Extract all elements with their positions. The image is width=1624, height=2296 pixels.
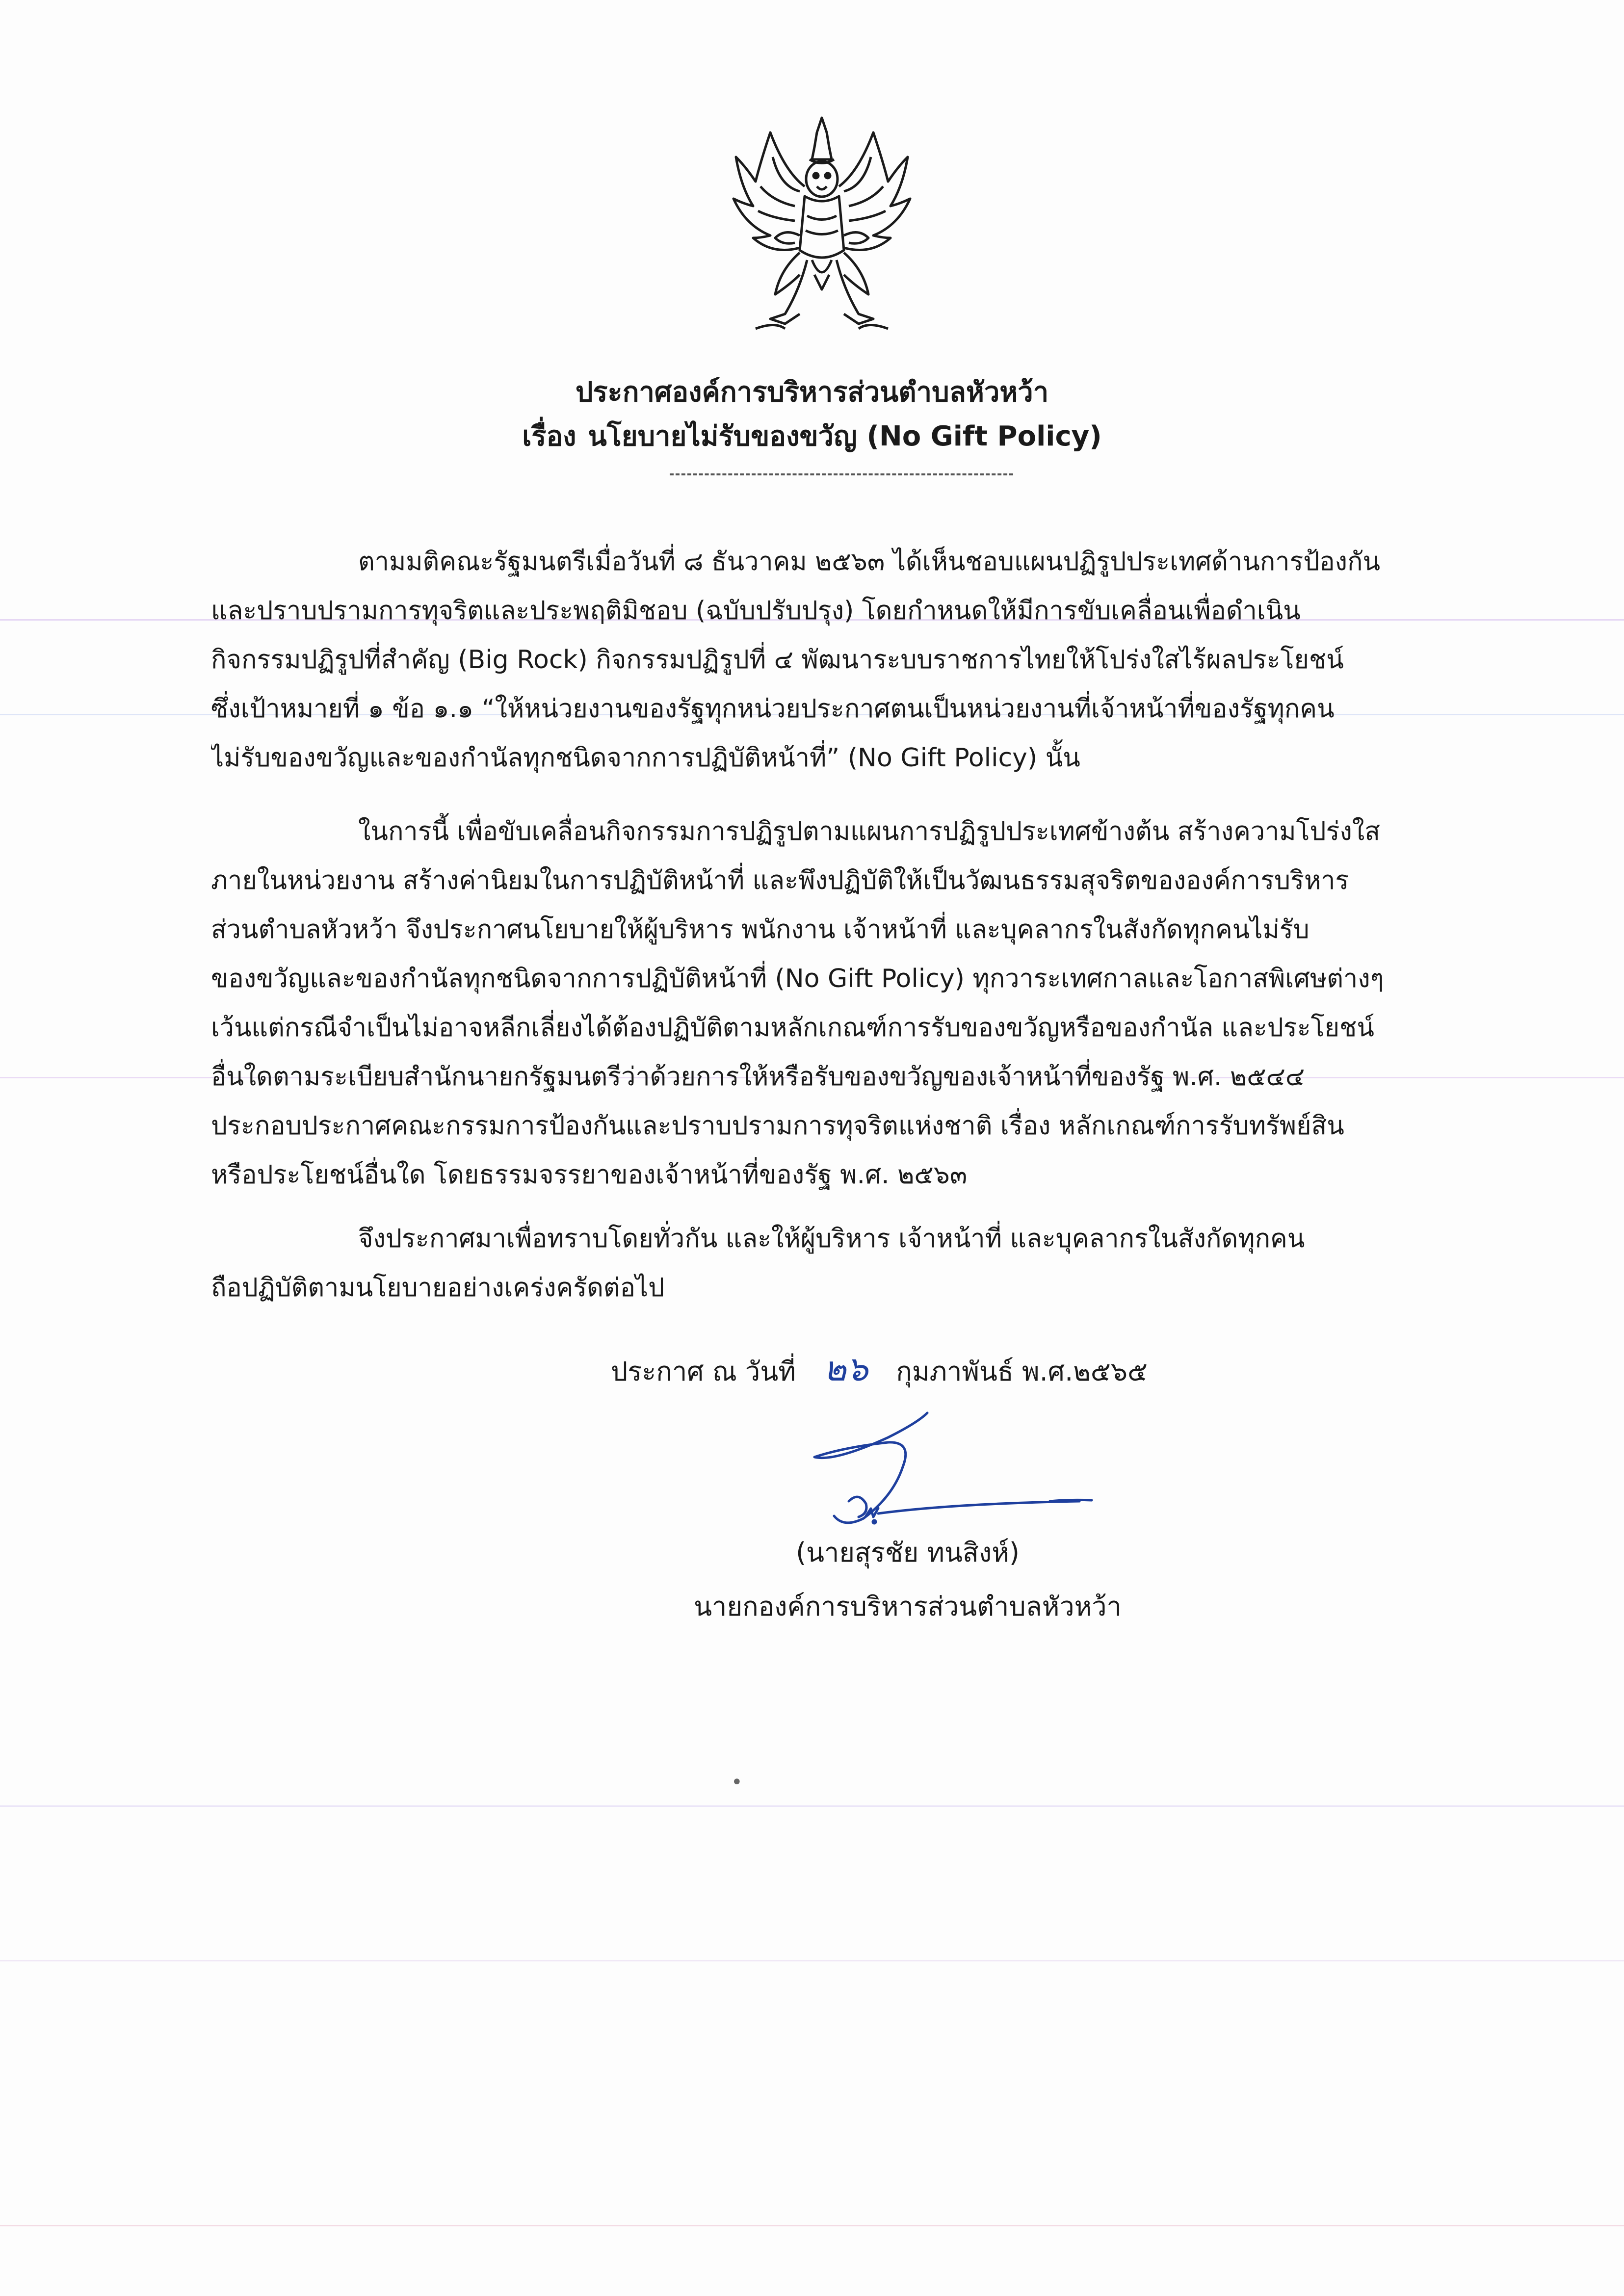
garuda-emblem-icon — [726, 113, 917, 343]
title-divider — [670, 473, 1013, 475]
paragraph-line: ตามมติคณะรัฐมนตรีเมื่อวันที่ ๘ ธันวาคม ๒๕๖๓ ได้เห็นชอบแผนปฏิรูปประเทศด้านการป้องกัน — [358, 547, 1381, 576]
scan-speck: • — [731, 1771, 743, 1794]
paragraph-line: ประกอบประกาศคณะกรรมการป้องกันและปราบปรามการทุจริตแห่งชาติ เรื่อง หลักเกณฑ์การรับทรัพย์สิน — [211, 1111, 1344, 1141]
paragraph-line: ของขวัญและของกำนัลทุกชนิดจากการปฏิบัติหน้าที่ (No Gift Policy) ทุกวาระเทศกาลและโอกาสพิเศษต่างๆ — [211, 964, 1384, 993]
subject-text: นโยบายไม่รับของขวัญ (No Gift Policy) — [588, 420, 1102, 452]
paragraph-line: ภายในหน่วยงาน สร้างค่านิยมในการปฏิบัติหน้าที่ และพึงปฏิบัติให้เป็นวัฒนธรรมสุจริตขององค์การบริหาร — [211, 866, 1349, 895]
paragraph-3 — [211, 1214, 1467, 1312]
paragraph-line: ถือปฏิบัติตามนโยบายอย่างเคร่งครัดต่อไป — [211, 1273, 665, 1303]
announcement-title: ประกาศองค์การบริหารส่วนตำบลหัวหว้า — [575, 376, 1049, 408]
paragraph-line: ในการนี้ เพื่อขับเคลื่อนกิจกรรมการปฏิรูปตามแผนการปฏิรูปประเทศข้างต้น สร้างความโปร่งใส — [358, 817, 1380, 846]
paragraph-line: หรือประโยชน์อื่นใด โดยธรรมจรรยาของเจ้าหน้าที่ของรัฐ พ.ศ. ๒๕๖๓ — [211, 1160, 968, 1190]
paragraph-line: จึงประกาศมาเพื่อทราบโดยทั่วกัน และให้ผู้บริหาร เจ้าหน้าที่ และบุคลากรในสังกัดทุกคน — [358, 1224, 1305, 1253]
paragraph-line: ส่วนตำบลหัวหว้า จึงประกาศนโยบายให้ผู้บริหาร พนักงาน เจ้าหน้าที่ และบุคลากรในสังกัดทุกคนไม่รับ — [211, 915, 1310, 944]
signatory-position: นายกองค์การบริหารส่วนตำบลหัวหว้า — [694, 1591, 1122, 1622]
date-day-handwritten: ๒๖ — [823, 1349, 868, 1389]
paragraph-line: เว้นแต่กรณีจำเป็นไม่อาจหลีกเลี่ยงได้ต้องปฏิบัติตามหลักเกณฑ์การรับของขวัญหรือของกำนัล และประโยชน์ — [211, 1013, 1374, 1043]
paragraph-line: ไม่รับของขวัญและของกำนัลทุกชนิดจากการปฏิบัติหน้าที่” (No Gift Policy) นั้น — [211, 743, 1080, 773]
scan-line — [0, 1960, 1624, 1961]
signatory-name: (นายสุรชัย ทนสิงห์) — [796, 1537, 1020, 1568]
paragraph-line: และปราบปรามการทุจริตและประพฤติมิชอบ (ฉบับปรับปรุง) โดยกำหนดให้มีการขับเคลื่อนเพื่อดำเนิน — [211, 596, 1301, 626]
scan-line — [0, 1805, 1624, 1807]
paragraph-line: ซึ่งเป้าหมายที่ ๑ ข้อ ๑.๑ “ให้หน่วยงานของรัฐทุกหน่วยประกาศตนเป็นหน่วยงานที่เจ้าหน้าที่ของรัฐทุกคน — [211, 694, 1335, 724]
subject-prefix: เรื่อง — [522, 420, 576, 452]
paragraph-line: อื่นใดตามระเบียบสำนักนายกรัฐมนตรีว่าด้วยการให้หรือรับของขวัญของเจ้าหน้าที่ของรัฐ พ.ศ. ๒๕๔๔ — [211, 1062, 1305, 1092]
paragraph-line: กิจกรรมปฏิรูปที่สำคัญ (Big Rock) กิจกรรมปฏิรูปที่ ๔ พัฒนาระบบราชการไทยให้โปร่งใสไร้ผลประโยชน์ — [211, 645, 1344, 675]
scan-line — [0, 2225, 1624, 2226]
signature-icon — [805, 1403, 1099, 1536]
date-month-year: กุมภาพันธ์ พ.ศ.๒๕๖๕ — [896, 1356, 1148, 1387]
announcement-date — [611, 1347, 1148, 1394]
paragraph-2 — [211, 807, 1467, 1200]
date-prefix: ประกาศ ณ วันที่ — [611, 1356, 796, 1387]
announcement-subject — [0, 417, 1624, 456]
paragraph-1 — [211, 537, 1467, 783]
